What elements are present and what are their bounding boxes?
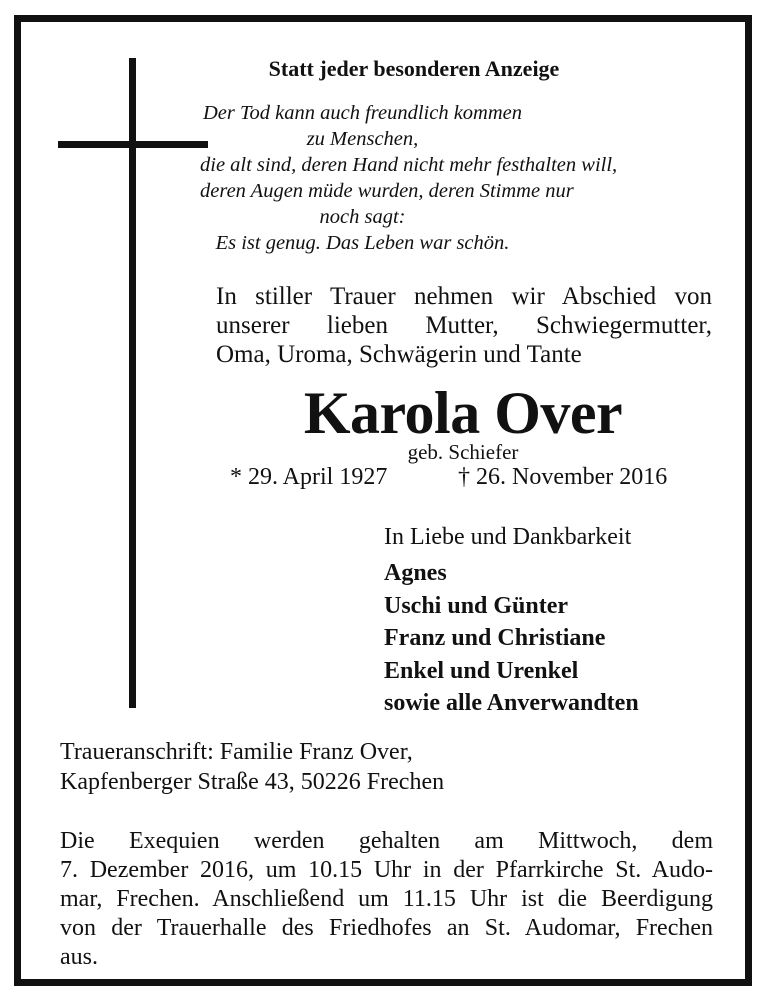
poem-line: Der Tod kann auch freundlich kommen — [202, 102, 523, 124]
intro-text — [216, 282, 712, 369]
poem-line: Es ist genug. Das Leben war schön. — [215, 232, 510, 254]
deceased-name: Karola Over — [303, 380, 623, 446]
maiden-name: geb. Schiefer — [407, 440, 519, 464]
poem-line: noch sagt: — [319, 206, 406, 228]
service-line: von der Trauerhalle des Friedhofes an St. Audomar, Frechen — [60, 915, 713, 941]
poem-line: deren Augen müde wurden, deren Stimme nur — [200, 180, 574, 202]
mourner-name: Uschi und Günter — [384, 592, 569, 619]
poem-line: zu Menschen, — [306, 128, 419, 150]
service-line: mar, Frechen. Anschließend um 11.15 Uhr ist die Beerdigung — [60, 886, 713, 912]
cross-icon — [129, 58, 136, 708]
service-line: aus. — [60, 944, 98, 970]
cross-icon-beam — [58, 141, 208, 148]
poem — [200, 100, 618, 256]
intro-line: In stiller Trauer nehmen wir Abschied von — [216, 283, 712, 310]
intro-line: Oma, Uroma, Schwägerin und Tante — [216, 341, 582, 368]
mourning-address — [60, 737, 444, 797]
mourner-name: Enkel und Urenkel — [384, 657, 579, 684]
intro-line: unserer lieben Mutter, Schwiegermutter, — [216, 312, 712, 339]
address-line: Kapfenberger Straße 43, 50226 Frechen — [60, 769, 445, 795]
service-line: 7. Dezember 2016, um 10.15 Uhr in der Pfarrkirche St. Audo- — [60, 857, 713, 883]
mourner-list — [384, 557, 639, 720]
address-line: Traueranschrift: Familie Franz Over, — [60, 739, 413, 765]
death-date: † 26. November 2016 — [458, 464, 668, 490]
mourner-name: sowie alle Anverwandten — [384, 690, 639, 716]
poem-line: die alt sind, deren Hand nicht mehr festhalten will, — [200, 154, 618, 176]
service-details — [60, 827, 713, 972]
service-line: Die Exequien werden gehalten am Mittwoch, dem — [60, 828, 713, 854]
birth-date: * 29. April 1927 — [230, 464, 388, 490]
closing-phrase: In Liebe und Dankbarkeit — [384, 524, 632, 550]
mourner-name: Franz und Christiane — [384, 625, 606, 651]
headline: Statt jeder besonderen Anzeige — [268, 56, 560, 81]
mourner-name: Agnes — [384, 560, 447, 586]
